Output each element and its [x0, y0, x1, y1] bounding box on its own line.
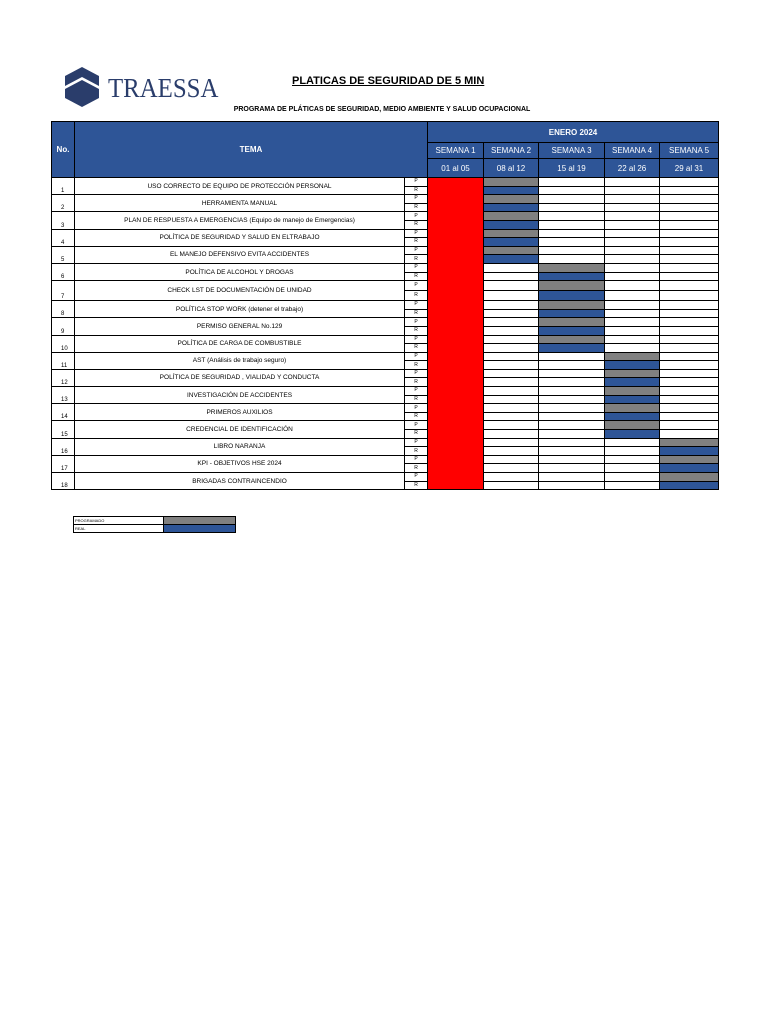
- header-week-2: SEMANA 2: [484, 143, 539, 159]
- table-row: [52, 318, 719, 327]
- schedule-cell: [605, 473, 660, 482]
- programado-marker: P: [405, 404, 428, 413]
- row-tema: INVESTIGACIÓN DE ACCIDENTES: [75, 387, 405, 404]
- header-week-range-1: 01 al 05: [428, 159, 484, 178]
- table-row: [52, 335, 719, 344]
- table-row: [52, 421, 719, 430]
- programado-cell: [539, 263, 605, 272]
- real-cell: [605, 378, 660, 387]
- schedule-cell: [484, 387, 539, 396]
- schedule-cell: [660, 378, 719, 387]
- schedule-cell: [660, 246, 719, 255]
- header-week-5: SEMANA 5: [660, 143, 719, 159]
- real-cell: [660, 481, 719, 490]
- programado-cell: [660, 455, 719, 464]
- real-marker: R: [405, 238, 428, 247]
- programado-cell: [539, 335, 605, 344]
- programado-marker: P: [405, 335, 428, 344]
- programado-marker: P: [405, 229, 428, 238]
- schedule-cell: [484, 481, 539, 490]
- programado-marker: P: [405, 281, 428, 291]
- schedule-table: [51, 121, 719, 490]
- schedule-cell: [539, 246, 605, 255]
- schedule-cell: [539, 447, 605, 456]
- row-number: 16: [52, 438, 75, 455]
- programado-cell: [660, 438, 719, 447]
- real-marker: R: [405, 326, 428, 335]
- table-row: [52, 281, 719, 291]
- schedule-cell: [605, 255, 660, 264]
- schedule-cell: [539, 352, 605, 361]
- row-tema: KPI - OBJETIVOS HSE 2024: [75, 455, 405, 472]
- programado-marker: P: [405, 352, 428, 361]
- schedule-cell: [605, 301, 660, 310]
- table-row: [52, 246, 719, 255]
- real-marker: R: [405, 220, 428, 229]
- schedule-cell: [605, 291, 660, 301]
- schedule-cell: [484, 421, 539, 430]
- real-marker: R: [405, 255, 428, 264]
- schedule-cell: [539, 220, 605, 229]
- row-tema: AST (Análisis de trabajo seguro): [75, 352, 405, 369]
- programado-marker: P: [405, 178, 428, 187]
- real-marker: R: [405, 309, 428, 318]
- schedule-cell: [660, 404, 719, 413]
- schedule-cell: [605, 309, 660, 318]
- schedule-cell: [660, 229, 719, 238]
- schedule-cell: [539, 387, 605, 396]
- schedule-cell: [484, 318, 539, 327]
- programado-cell: [605, 369, 660, 378]
- schedule-cell: [605, 318, 660, 327]
- schedule-cell: [539, 395, 605, 404]
- programado-marker: P: [405, 212, 428, 221]
- logo-mark-icon: [64, 67, 100, 109]
- real-cell: [539, 272, 605, 281]
- schedule-cell: [484, 344, 539, 353]
- schedule-cell: [660, 369, 719, 378]
- schedule-cell: [539, 404, 605, 413]
- row-tema: CREDENCIAL DE IDENTIFICACIÓN: [75, 421, 405, 438]
- schedule-cell: [484, 473, 539, 482]
- real-cell: [484, 203, 539, 212]
- schedule-cell: [605, 481, 660, 490]
- schedule-cell: [539, 369, 605, 378]
- schedule-cell: [539, 238, 605, 247]
- real-cell: [605, 361, 660, 370]
- schedule-cell: [605, 220, 660, 229]
- schedule-cell: [605, 203, 660, 212]
- schedule-cell: [539, 473, 605, 482]
- row-number: 18: [52, 473, 75, 490]
- row-tema: CHECK LST DE DOCUMENTACIÓN DE UNIDAD: [75, 281, 405, 301]
- row-number: 14: [52, 404, 75, 421]
- row-tema: EL MANEJO DEFENSIVO EVITA ACCIDENTES: [75, 246, 405, 263]
- legend-programado-swatch: [164, 517, 236, 525]
- programado-cell: [605, 404, 660, 413]
- schedule-cell: [484, 291, 539, 301]
- legend: [73, 516, 236, 533]
- schedule-cell: [539, 361, 605, 370]
- programado-marker: P: [405, 369, 428, 378]
- real-marker: R: [405, 464, 428, 473]
- schedule-cell: [660, 395, 719, 404]
- programado-cell: [539, 281, 605, 291]
- schedule-cell: [660, 291, 719, 301]
- table-row: [52, 369, 719, 378]
- row-number: 9: [52, 318, 75, 335]
- header-week-range-2: 08 al 12: [484, 159, 539, 178]
- table-row: [52, 352, 719, 361]
- schedule-cell: [484, 447, 539, 456]
- row-number: 5: [52, 246, 75, 263]
- real-cell: [539, 326, 605, 335]
- real-cell: [660, 464, 719, 473]
- schedule-cell: [660, 309, 719, 318]
- row-tema: POLÍTICA DE ALCOHOL Y DROGAS: [75, 263, 405, 280]
- row-tema: USO CORRECTO DE EQUIPO DE PROTECCIÓN PERSONAL: [75, 178, 405, 195]
- schedule-cell: [660, 255, 719, 264]
- schedule-cell: [605, 238, 660, 247]
- schedule-cell: [660, 195, 719, 204]
- schedule-cell: [539, 464, 605, 473]
- schedule-cell: [605, 272, 660, 281]
- schedule-cell: [660, 387, 719, 396]
- schedule-cell: [484, 335, 539, 344]
- row-tema: LIBRO NARANJA: [75, 438, 405, 455]
- table-row: [52, 229, 719, 238]
- programado-marker: P: [405, 263, 428, 272]
- row-number: 7: [52, 281, 75, 301]
- row-tema: POLÍTICA DE SEGURIDAD , VIALIDAD Y CONDUCTA: [75, 369, 405, 386]
- schedule-cell: [539, 195, 605, 204]
- week-1-block: [428, 178, 484, 490]
- programado-cell: [660, 473, 719, 482]
- row-number: 6: [52, 263, 75, 280]
- schedule-cell: [484, 272, 539, 281]
- schedule-cell: [539, 455, 605, 464]
- row-tema: PLAN DE RESPUESTA A EMERGENCIAS (Equipo de manejo de Emergencias): [75, 212, 405, 229]
- real-cell: [539, 309, 605, 318]
- real-cell: [484, 186, 539, 195]
- schedule-cell: [605, 263, 660, 272]
- logo-text: TRAESSA: [108, 73, 219, 103]
- row-number: 2: [52, 195, 75, 212]
- schedule-cell: [484, 412, 539, 421]
- row-tema: PRIMEROS AUXILIOS: [75, 404, 405, 421]
- header-no: No.: [52, 122, 75, 178]
- schedule-cell: [539, 412, 605, 421]
- schedule-cell: [660, 344, 719, 353]
- schedule-cell: [660, 421, 719, 430]
- real-marker: R: [405, 447, 428, 456]
- schedule-cell: [605, 195, 660, 204]
- schedule-cell: [660, 238, 719, 247]
- real-marker: R: [405, 361, 428, 370]
- table-row: [52, 178, 719, 187]
- schedule-cell: [660, 352, 719, 361]
- schedule-cell: [660, 281, 719, 291]
- legend-real-swatch: [164, 525, 236, 533]
- table-row: [52, 404, 719, 413]
- schedule-cell: [660, 220, 719, 229]
- table-row: [52, 473, 719, 482]
- schedule-cell: [605, 335, 660, 344]
- row-number: 11: [52, 352, 75, 369]
- company-logo: [64, 67, 219, 109]
- schedule-cell: [539, 178, 605, 187]
- programado-cell: [484, 212, 539, 221]
- row-tema: BRIGADAS CONTRAINCENDIO: [75, 473, 405, 490]
- schedule-cell: [660, 301, 719, 310]
- legend-real-label: REAL: [74, 525, 164, 533]
- schedule-cell: [605, 178, 660, 187]
- real-cell: [484, 220, 539, 229]
- schedule-cell: [539, 438, 605, 447]
- row-tema: HERRAMIENTA MANUAL: [75, 195, 405, 212]
- row-number: 4: [52, 229, 75, 246]
- real-cell: [484, 255, 539, 264]
- schedule-cell: [605, 326, 660, 335]
- programado-cell: [484, 246, 539, 255]
- schedule-cell: [484, 301, 539, 310]
- real-marker: R: [405, 481, 428, 490]
- schedule-cell: [539, 378, 605, 387]
- schedule-cell: [660, 335, 719, 344]
- schedule-cell: [605, 464, 660, 473]
- row-number: 12: [52, 369, 75, 386]
- row-number: 3: [52, 212, 75, 229]
- schedule-cell: [539, 186, 605, 195]
- row-number: 17: [52, 455, 75, 472]
- programado-marker: P: [405, 246, 428, 255]
- schedule-cell: [539, 229, 605, 238]
- programado-marker: P: [405, 438, 428, 447]
- real-marker: R: [405, 344, 428, 353]
- schedule-cell: [484, 281, 539, 291]
- schedule-cell: [484, 404, 539, 413]
- schedule-cell: [484, 361, 539, 370]
- programado-cell: [484, 195, 539, 204]
- row-number: 8: [52, 301, 75, 318]
- subtitle-text: PROGRAMA DE PLÁTICAS DE SEGURIDAD, MEDIO AMBIENTE Y SALUD OCUPACIONAL: [233, 106, 531, 113]
- programado-cell: [605, 352, 660, 361]
- row-number: 10: [52, 335, 75, 352]
- table-row: [52, 438, 719, 447]
- schedule-cell: [484, 309, 539, 318]
- schedule-cell: [484, 352, 539, 361]
- schedule-cell: [660, 203, 719, 212]
- header-week-3: SEMANA 3: [539, 143, 605, 159]
- table-row: [52, 301, 719, 310]
- real-cell: [605, 430, 660, 439]
- schedule-cell: [605, 438, 660, 447]
- real-cell: [539, 291, 605, 301]
- schedule-cell: [484, 263, 539, 272]
- header-week-range-4: 22 al 26: [605, 159, 660, 178]
- header-month: ENERO 2024: [428, 122, 719, 143]
- real-marker: R: [405, 272, 428, 281]
- programado-cell: [539, 301, 605, 310]
- schedule-cell: [660, 272, 719, 281]
- programado-cell: [605, 387, 660, 396]
- real-marker: R: [405, 395, 428, 404]
- schedule-cell: [605, 229, 660, 238]
- schedule-cell: [605, 344, 660, 353]
- programado-cell: [484, 229, 539, 238]
- schedule-cell: [484, 464, 539, 473]
- schedule-cell: [660, 412, 719, 421]
- schedule-cell: [484, 369, 539, 378]
- schedule-cell: [660, 326, 719, 335]
- real-cell: [605, 412, 660, 421]
- schedule-cell: [605, 186, 660, 195]
- header-week-4: SEMANA 4: [605, 143, 660, 159]
- schedule-cell: [539, 481, 605, 490]
- schedule-cell: [660, 430, 719, 439]
- programado-marker: P: [405, 301, 428, 310]
- schedule-cell: [660, 361, 719, 370]
- row-tema: POLÍTICA DE SEGURIDAD Y SALUD EN ELTRABAJO: [75, 229, 405, 246]
- schedule-cell: [605, 455, 660, 464]
- programado-marker: P: [405, 195, 428, 204]
- programado-cell: [484, 178, 539, 187]
- row-tema: PERMISO GENERAL No.129: [75, 318, 405, 335]
- real-cell: [605, 395, 660, 404]
- schedule-cell: [539, 255, 605, 264]
- real-marker: R: [405, 186, 428, 195]
- table-row: [52, 263, 719, 272]
- legend-programado-label: PROGRAMADO: [74, 517, 164, 525]
- header-week-range-5: 29 al 31: [660, 159, 719, 178]
- table-row: [52, 455, 719, 464]
- schedule-cell: [484, 395, 539, 404]
- schedule-cell: [605, 246, 660, 255]
- real-marker: R: [405, 291, 428, 301]
- programado-marker: P: [405, 473, 428, 482]
- table-row: [52, 387, 719, 396]
- real-marker: R: [405, 430, 428, 439]
- schedule-cell: [660, 178, 719, 187]
- programado-cell: [605, 421, 660, 430]
- schedule-cell: [660, 212, 719, 221]
- row-tema: POLÍTICA DE CARGA DE COMBUSTIBLE: [75, 335, 405, 352]
- row-number: 1: [52, 178, 75, 195]
- row-number: 13: [52, 387, 75, 404]
- schedule-cell: [605, 281, 660, 291]
- schedule-cell: [539, 430, 605, 439]
- programado-marker: P: [405, 318, 428, 327]
- document-title: PLATICAS DE SEGURIDAD DE 5 MIN: [292, 75, 485, 87]
- table-row: [52, 195, 719, 204]
- schedule-cell: [660, 263, 719, 272]
- header-week-1: SEMANA 1: [428, 143, 484, 159]
- programado-marker: P: [405, 421, 428, 430]
- programado-marker: P: [405, 387, 428, 396]
- real-cell: [484, 238, 539, 247]
- real-marker: R: [405, 412, 428, 421]
- real-cell: [539, 344, 605, 353]
- schedule-cell: [660, 186, 719, 195]
- document-subtitle: [0, 106, 768, 113]
- schedule-cell: [660, 318, 719, 327]
- schedule-cell: [539, 421, 605, 430]
- schedule-cell: [484, 326, 539, 335]
- real-marker: R: [405, 203, 428, 212]
- programado-cell: [539, 318, 605, 327]
- schedule-cell: [539, 212, 605, 221]
- programado-marker: P: [405, 455, 428, 464]
- row-number: 15: [52, 421, 75, 438]
- table-row: [52, 212, 719, 221]
- schedule-cell: [605, 212, 660, 221]
- row-tema: POLÍTICA STOP WORK (detener el trabajo): [75, 301, 405, 318]
- header-week-range-3: 15 al 19: [539, 159, 605, 178]
- schedule-cell: [484, 455, 539, 464]
- real-cell: [660, 447, 719, 456]
- header-tema: TEMA: [75, 122, 428, 178]
- real-marker: R: [405, 378, 428, 387]
- schedule-cell: [539, 203, 605, 212]
- schedule-cell: [484, 430, 539, 439]
- schedule-cell: [484, 378, 539, 387]
- schedule-cell: [605, 447, 660, 456]
- schedule-cell: [484, 438, 539, 447]
